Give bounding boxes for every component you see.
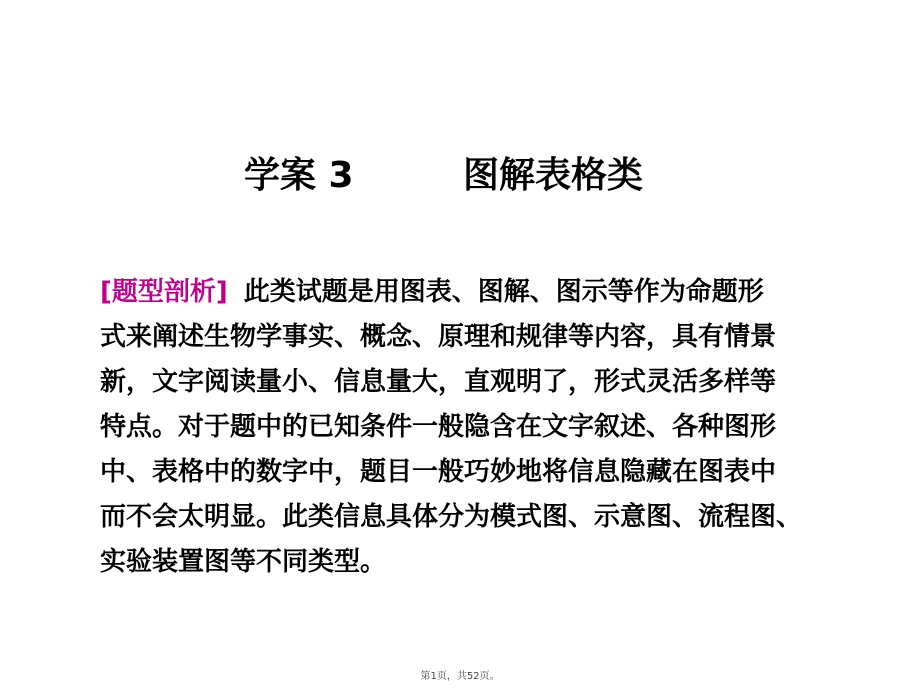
paragraph-line-text: 而不会太明显。此类信息具体分为模式图、示意图、流程图、 (100, 502, 803, 532)
title-topic: 图解表格类 (463, 155, 644, 196)
paragraph-line-5 (100, 450, 830, 495)
page-indicator: 第1页，共52页。 (420, 671, 500, 682)
paragraph-line-3 (100, 360, 830, 405)
paragraph-line-text: 此类试题是用图表、图解、图示等作为命题形 (243, 277, 764, 307)
paragraph-line-4 (100, 405, 830, 450)
analysis-paragraph (100, 270, 830, 585)
paragraph-line-2 (100, 315, 830, 360)
paragraph-line-text: 实验装置图等不同类型。 (100, 547, 387, 577)
paragraph-line-text: 新，文字阅读量小、信息量大，直观明了，形式灵活多样等 (100, 367, 777, 397)
title-lesson-number: 学案 3 (244, 155, 354, 196)
paragraph-line-text: 式来阐述生物学事实、概念、原理和规律等内容，具有情景 (100, 322, 777, 352)
paragraph-line-text: 特点。对于题中的已知条件一般隐含在文字叙述、各种图形 (100, 412, 777, 442)
section-tag: [题型剖析] (100, 277, 228, 307)
paragraph-line-text: 中、表格中的数字中，题目一般巧妙地将信息隐藏在图表中 (100, 457, 777, 487)
slide-title (0, 148, 920, 204)
paragraph-line-6 (100, 495, 830, 540)
paragraph-line-1 (100, 270, 830, 315)
paragraph-line-7 (100, 540, 830, 585)
